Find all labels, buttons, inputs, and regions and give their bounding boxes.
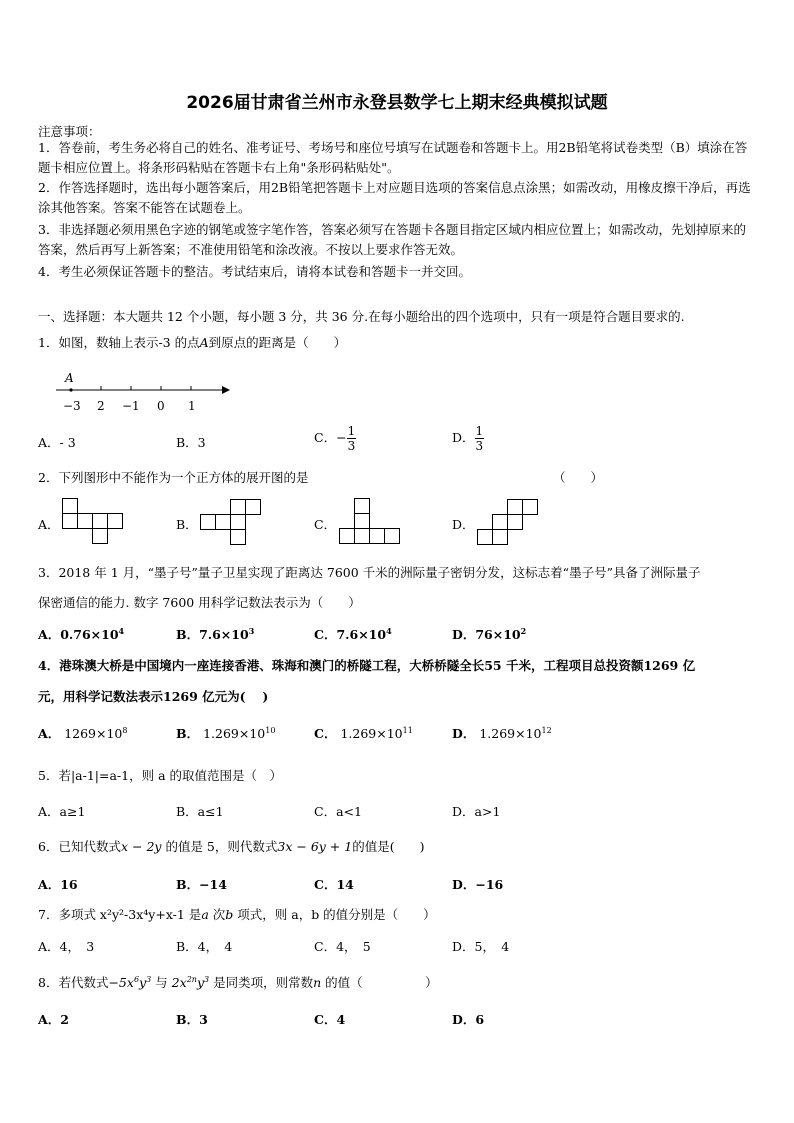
net-square (492, 514, 508, 530)
option-exponent: 10 (265, 725, 276, 735)
q1-stem-b: 到原点的距离是（ ） (208, 335, 347, 350)
question-5-stem: 5．若|a-1|=a-1，则 a 的取值范围是（ ） (38, 768, 283, 783)
notes-heading: 注意事项： (38, 124, 101, 139)
q3-option-b[interactable] (176, 625, 254, 643)
option-label: A． (38, 726, 61, 741)
q2-option-d-label[interactable]: D． (452, 517, 475, 532)
number-line-figure (52, 368, 232, 414)
q1-option-d[interactable] (452, 424, 484, 453)
net-square (354, 513, 370, 529)
number-line-arrow (222, 386, 230, 394)
tick-label: 1 (188, 399, 196, 413)
question-2-paren: （ ） (553, 470, 604, 485)
q6-option-b[interactable]: B．−14 (176, 877, 227, 892)
q1-option-d-label: D． (452, 430, 475, 445)
q5-option-a[interactable]: A．a≥1 (38, 804, 86, 819)
q8-option-d[interactable]: D．6 (452, 1012, 485, 1027)
net-square (107, 513, 123, 529)
point-a-label: A (65, 371, 74, 385)
net-square (77, 513, 93, 529)
q4-option-d[interactable] (452, 724, 552, 742)
option-base: 1.269×10 (340, 726, 403, 741)
net-square (384, 528, 400, 544)
q6-option-a[interactable]: A．16 (38, 877, 78, 892)
q3-option-a[interactable] (38, 625, 124, 643)
question-7-stem (38, 905, 436, 923)
option-exponent: 2 (520, 625, 527, 636)
net-square (354, 498, 370, 514)
question-3-line-1: 3．2018 年 1 月，“墨子号”量子卫星实现了距离达 7600 千米的洲际量子密钥分发，这标志着“墨子号”具备了洲际量子 (38, 565, 701, 580)
q8-stem-d: 的值（ ） (325, 975, 438, 990)
net-square (507, 514, 523, 530)
q8-expression-1 (108, 975, 151, 990)
q1-option-c-sign: − (336, 430, 347, 445)
net-square (477, 529, 493, 545)
q8-stem-a: 8．若代数式 (38, 975, 109, 990)
option-base: D．76×10 (452, 627, 521, 642)
question-3-line-2: 保密通信的能力. 数字 7600 用科学记数法表示为（ ） (38, 595, 361, 610)
q6-stem-a: 6．已知代数式 (38, 839, 121, 854)
option-label: D． (452, 726, 476, 741)
net-square (200, 514, 216, 530)
fraction-numerator: 1 (347, 424, 356, 438)
q2-option-c-label[interactable]: C． (314, 517, 337, 532)
q8-option-c[interactable]: C．4 (314, 1012, 346, 1027)
section-heading: 一、选择题：本大题共 12 个小题，每小题 3 分，共 36 分.在每小题给出的四个选项中，只有一项是符合题目要求的. (38, 309, 685, 324)
q5-option-c[interactable]: C．a<1 (314, 804, 362, 819)
tick-label: −3 (63, 399, 81, 413)
q7-option-a[interactable]: A．4， 3 (38, 939, 95, 954)
q6-stem-c: 的值是( ) (352, 839, 425, 854)
q8-expr1-exp-y: 3 (146, 974, 152, 984)
q8-expr2-y: y (196, 975, 204, 990)
q2-option-b-label[interactable]: B． (176, 517, 198, 532)
net-square (354, 528, 370, 544)
net-square (507, 499, 523, 515)
q6-option-d[interactable]: D．−16 (452, 877, 504, 892)
option-exponent: 3 (248, 625, 255, 636)
q1-var: A (199, 335, 209, 350)
q4-option-a[interactable] (38, 724, 127, 742)
option-exponent: 4 (386, 625, 392, 636)
question-4-line-2: 元，用科学记数法表示1269 亿元为( ) (38, 689, 269, 704)
q3-option-c[interactable] (314, 625, 392, 643)
option-base: 1.269×10 (203, 726, 266, 741)
option-base: 1.269×10 (479, 726, 542, 741)
net-square (92, 528, 108, 544)
q7-var-a: a (201, 907, 209, 922)
net-square (62, 498, 78, 514)
question-4-line-1: 4．港珠澳大桥是中国境内一座连接香港、珠海和澳门的桥隧工程，大桥桥隧全长55 千米，工程项目总投资额1269 亿 (38, 658, 696, 673)
net-square (339, 528, 355, 544)
q4-option-b[interactable] (176, 724, 275, 742)
q7-option-b[interactable]: B．4， 4 (176, 939, 233, 954)
fraction-numerator: 1 (475, 424, 484, 438)
net-square (215, 514, 231, 530)
q8-option-a[interactable]: A．2 (38, 1012, 69, 1027)
net-square (230, 499, 246, 515)
q3-option-d[interactable] (452, 625, 526, 643)
q6-stem-b: 的值是 5，则代数式 (165, 839, 278, 854)
net-square (230, 514, 246, 530)
q7-var-b: b (225, 907, 234, 922)
option-exponent: 4 (118, 625, 125, 636)
fraction-denominator: 3 (475, 439, 484, 453)
q7-option-c[interactable]: C．4， 5 (314, 939, 371, 954)
q5-option-b[interactable]: B．a≤1 (176, 804, 224, 819)
q7-stem-c: 项式，则 a，b 的值分别是（ ） (237, 907, 436, 922)
option-exponent: 11 (402, 725, 413, 735)
note-item-1: 1．答卷前，考生务必将自己的姓名、准考证号、考场号和座位号填写在试题卷和答题卡上。用2B铅笔将试卷类型（B）填涂在答题卡相应位置上。将条形码粘贴在答题卡右上角"条形码粘贴处"。 (38, 140, 748, 175)
option-base: 1269×10 (64, 726, 123, 741)
q8-expr2-exp-y: 3 (204, 974, 210, 984)
q1-option-c-label: C． (314, 430, 337, 445)
q8-expr1-coef: −5x (108, 975, 134, 990)
q6-expression-1: x − 2y (120, 839, 162, 854)
option-exponent: 8 (122, 725, 128, 735)
net-square (492, 529, 508, 545)
question-6-stem (38, 837, 424, 855)
q8-expr2-exp-x: 2n (186, 974, 197, 984)
page-title: 2026届甘肃省兰州市永登县数学七上期末经典模拟试题 (186, 93, 608, 113)
note-item-2: 2．作答选择题时，选出每小题答案后，用2B铅笔把答题卡上对应题目选项的答案信息点涂黑；如需改动，用橡皮擦干净后，再选涂其他答案。答案不能答在试题卷上。 (38, 180, 751, 215)
q2-option-a-label[interactable]: A． (38, 517, 60, 532)
option-base: B．7.6×10 (176, 627, 249, 642)
net-square (245, 499, 261, 515)
q5-option-d[interactable]: D．a>1 (452, 804, 501, 819)
q8-stem-b: 与 (155, 975, 168, 990)
question-2-stem: 2．下列图形中不能作为一个正方体的展开图的是 (38, 470, 309, 485)
option-label: B． (176, 726, 200, 741)
q8-expr1-exp-x: 6 (133, 974, 140, 984)
note-item-4: 4．考生必须保证答题卡的整洁。考试结束后，请将本试卷和答题卡一并交回。 (38, 264, 471, 279)
question-8-stem (38, 973, 438, 991)
q8-expression-2 (172, 975, 209, 990)
q4-option-c[interactable] (314, 724, 413, 742)
q8-stem-c: 是同类项，则常数 (213, 975, 314, 990)
q1-option-b[interactable]: B．3 (176, 435, 206, 450)
q6-expression-2: 3x − 6y + 1 (277, 839, 353, 854)
q7-option-d[interactable]: D．5， 4 (452, 939, 510, 954)
net-square (62, 513, 78, 529)
q1-stem-a: 1．如图，数轴上表示-3 的点 (38, 335, 200, 350)
net-square (522, 499, 538, 515)
net-square (92, 513, 108, 529)
option-exponent: 12 (541, 725, 552, 735)
q1-option-c-fraction (347, 424, 357, 453)
q6-option-c[interactable]: C．14 (314, 877, 354, 892)
net-square (230, 529, 246, 545)
point-a-dot (69, 388, 72, 391)
option-base: C．7.6×10 (314, 627, 387, 642)
q8-var-n: n (313, 975, 322, 990)
tick-label: 0 (157, 399, 165, 413)
tick-label: −1 (122, 399, 140, 413)
option-label: C． (314, 726, 337, 741)
question-1-stem (38, 333, 346, 351)
net-square (369, 528, 385, 544)
fraction-denominator: 3 (347, 439, 356, 453)
q8-expr2-coef: 2x (171, 975, 187, 990)
q1-option-a[interactable]: A．- 3 (38, 435, 76, 450)
q1-option-d-fraction (475, 424, 485, 453)
q8-option-b[interactable]: B．3 (176, 1012, 208, 1027)
q7-stem-a: 7．多项式 x²y²-3x⁴y+x-1 是 (38, 907, 202, 922)
tick-label: 2 (97, 399, 105, 413)
option-base: A．0.76×10 (38, 627, 119, 642)
note-item-3: 3．非选择题必须用黑色字迹的钢笔或签字笔作答，答案必须写在答题卡各题目指定区域内相应位置上；如需改动，先划掉原来的答案，然后再写上新答案；不准使用铅笔和涂改液。不按以上要求作答无效。 (38, 222, 746, 257)
q8-expr1-y: y (139, 975, 147, 990)
q7-stem-b: 次 (212, 907, 226, 922)
q1-option-c[interactable] (314, 424, 356, 453)
